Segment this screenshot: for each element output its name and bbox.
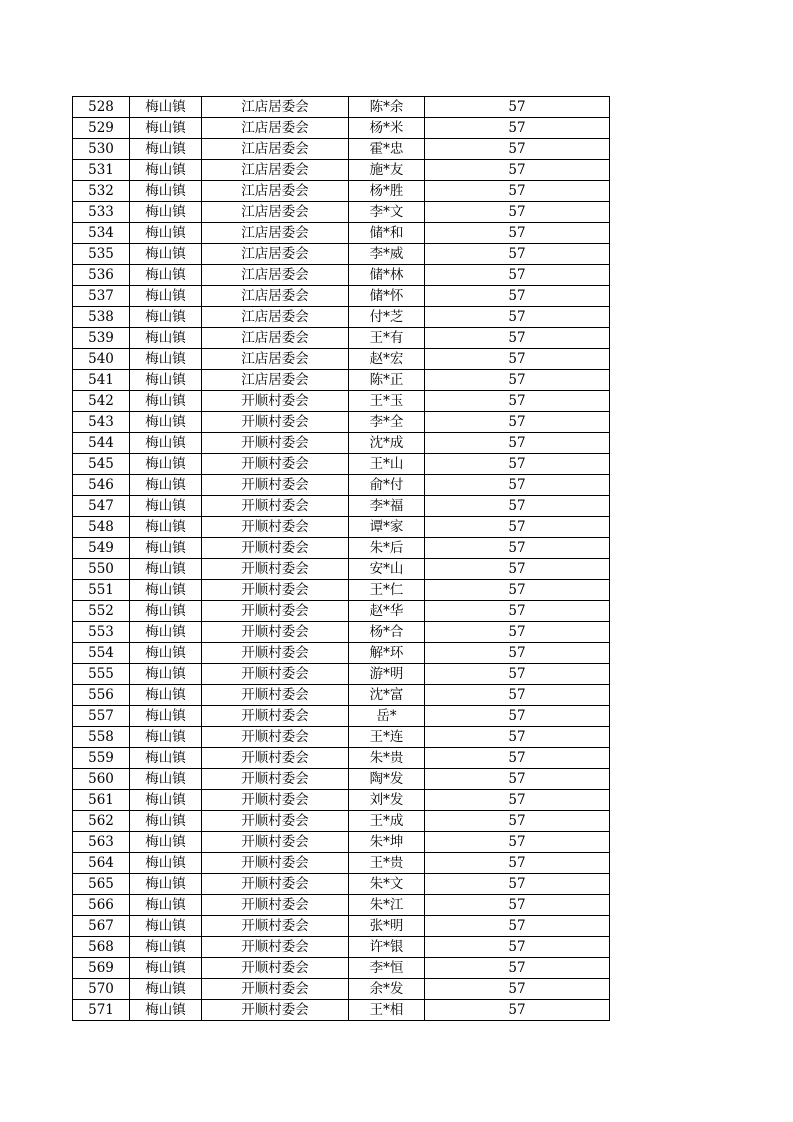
town-cell: 梅山镇 bbox=[130, 223, 202, 244]
row-number-cell: 565 bbox=[73, 874, 130, 895]
village-cell: 江店居委会 bbox=[202, 181, 349, 202]
row-number-cell: 562 bbox=[73, 811, 130, 832]
town-cell: 梅山镇 bbox=[130, 916, 202, 937]
village-cell: 开顺村委会 bbox=[202, 580, 349, 601]
row-number-cell: 545 bbox=[73, 454, 130, 475]
age-cell: 57 bbox=[425, 454, 610, 475]
town-cell: 梅山镇 bbox=[130, 286, 202, 307]
village-cell: 开顺村委会 bbox=[202, 622, 349, 643]
name-cell: 陈*余 bbox=[349, 97, 425, 118]
name-cell: 赵*宏 bbox=[349, 349, 425, 370]
town-cell: 梅山镇 bbox=[130, 664, 202, 685]
table-row bbox=[73, 181, 610, 202]
name-cell: 王*山 bbox=[349, 454, 425, 475]
age-cell: 57 bbox=[425, 727, 610, 748]
age-cell: 57 bbox=[425, 937, 610, 958]
town-cell: 梅山镇 bbox=[130, 580, 202, 601]
village-cell: 江店居委会 bbox=[202, 244, 349, 265]
town-cell: 梅山镇 bbox=[130, 895, 202, 916]
town-cell: 梅山镇 bbox=[130, 97, 202, 118]
age-cell: 57 bbox=[425, 328, 610, 349]
age-cell: 57 bbox=[425, 811, 610, 832]
age-cell: 57 bbox=[425, 580, 610, 601]
village-cell: 开顺村委会 bbox=[202, 790, 349, 811]
name-cell: 杨*胜 bbox=[349, 181, 425, 202]
town-cell: 梅山镇 bbox=[130, 559, 202, 580]
table-row bbox=[73, 412, 610, 433]
row-number-cell: 529 bbox=[73, 118, 130, 139]
row-number-cell: 569 bbox=[73, 958, 130, 979]
table-row bbox=[73, 391, 610, 412]
village-cell: 开顺村委会 bbox=[202, 727, 349, 748]
name-cell: 王*玉 bbox=[349, 391, 425, 412]
village-cell: 开顺村委会 bbox=[202, 874, 349, 895]
name-cell: 朱*后 bbox=[349, 538, 425, 559]
table-row bbox=[73, 349, 610, 370]
name-cell: 施*友 bbox=[349, 160, 425, 181]
table-body bbox=[73, 97, 610, 1021]
town-cell: 梅山镇 bbox=[130, 202, 202, 223]
name-cell: 付*芝 bbox=[349, 307, 425, 328]
age-cell: 57 bbox=[425, 475, 610, 496]
town-cell: 梅山镇 bbox=[130, 874, 202, 895]
row-number-cell: 546 bbox=[73, 475, 130, 496]
town-cell: 梅山镇 bbox=[130, 265, 202, 286]
name-cell: 张*明 bbox=[349, 916, 425, 937]
age-cell: 57 bbox=[425, 853, 610, 874]
row-number-cell: 550 bbox=[73, 559, 130, 580]
name-cell: 朱*坤 bbox=[349, 832, 425, 853]
town-cell: 梅山镇 bbox=[130, 370, 202, 391]
table-row bbox=[73, 580, 610, 601]
age-cell: 57 bbox=[425, 832, 610, 853]
age-cell: 57 bbox=[425, 685, 610, 706]
town-cell: 梅山镇 bbox=[130, 181, 202, 202]
town-cell: 梅山镇 bbox=[130, 727, 202, 748]
table-row bbox=[73, 559, 610, 580]
age-cell: 57 bbox=[425, 664, 610, 685]
age-cell: 57 bbox=[425, 916, 610, 937]
name-cell: 王*相 bbox=[349, 1000, 425, 1021]
table-row bbox=[73, 286, 610, 307]
town-cell: 梅山镇 bbox=[130, 685, 202, 706]
name-cell: 朱*贵 bbox=[349, 748, 425, 769]
town-cell: 梅山镇 bbox=[130, 958, 202, 979]
village-cell: 开顺村委会 bbox=[202, 958, 349, 979]
village-cell: 开顺村委会 bbox=[202, 517, 349, 538]
name-cell: 杨*米 bbox=[349, 118, 425, 139]
row-number-cell: 531 bbox=[73, 160, 130, 181]
name-cell: 李*全 bbox=[349, 412, 425, 433]
row-number-cell: 551 bbox=[73, 580, 130, 601]
name-cell: 李*恒 bbox=[349, 958, 425, 979]
table-row bbox=[73, 685, 610, 706]
table-row bbox=[73, 244, 610, 265]
name-cell: 陶*发 bbox=[349, 769, 425, 790]
name-cell: 霍*忠 bbox=[349, 139, 425, 160]
village-cell: 开顺村委会 bbox=[202, 706, 349, 727]
village-cell: 开顺村委会 bbox=[202, 937, 349, 958]
name-cell: 俞*付 bbox=[349, 475, 425, 496]
name-cell: 储*怀 bbox=[349, 286, 425, 307]
village-cell: 开顺村委会 bbox=[202, 853, 349, 874]
town-cell: 梅山镇 bbox=[130, 832, 202, 853]
town-cell: 梅山镇 bbox=[130, 979, 202, 1000]
age-cell: 57 bbox=[425, 979, 610, 1000]
age-cell: 57 bbox=[425, 748, 610, 769]
name-cell: 王*贵 bbox=[349, 853, 425, 874]
village-cell: 开顺村委会 bbox=[202, 1000, 349, 1021]
age-cell: 57 bbox=[425, 202, 610, 223]
town-cell: 梅山镇 bbox=[130, 307, 202, 328]
age-cell: 57 bbox=[425, 790, 610, 811]
town-cell: 梅山镇 bbox=[130, 412, 202, 433]
age-cell: 57 bbox=[425, 958, 610, 979]
table-row bbox=[73, 118, 610, 139]
age-cell: 57 bbox=[425, 286, 610, 307]
row-number-cell: 533 bbox=[73, 202, 130, 223]
town-cell: 梅山镇 bbox=[130, 118, 202, 139]
village-cell: 开顺村委会 bbox=[202, 979, 349, 1000]
name-cell: 谭*家 bbox=[349, 517, 425, 538]
age-cell: 57 bbox=[425, 643, 610, 664]
name-cell: 游*明 bbox=[349, 664, 425, 685]
name-cell: 岳* bbox=[349, 706, 425, 727]
row-number-cell: 547 bbox=[73, 496, 130, 517]
age-cell: 57 bbox=[425, 517, 610, 538]
village-cell: 江店居委会 bbox=[202, 349, 349, 370]
age-cell: 57 bbox=[425, 412, 610, 433]
name-cell: 储*和 bbox=[349, 223, 425, 244]
village-cell: 江店居委会 bbox=[202, 160, 349, 181]
row-number-cell: 566 bbox=[73, 895, 130, 916]
town-cell: 梅山镇 bbox=[130, 496, 202, 517]
table-row bbox=[73, 769, 610, 790]
table-row bbox=[73, 664, 610, 685]
row-number-cell: 549 bbox=[73, 538, 130, 559]
village-cell: 江店居委会 bbox=[202, 265, 349, 286]
name-cell: 杨*合 bbox=[349, 622, 425, 643]
town-cell: 梅山镇 bbox=[130, 328, 202, 349]
name-cell: 许*银 bbox=[349, 937, 425, 958]
name-cell: 赵*华 bbox=[349, 601, 425, 622]
town-cell: 梅山镇 bbox=[130, 517, 202, 538]
name-cell: 储*林 bbox=[349, 265, 425, 286]
table-row bbox=[73, 223, 610, 244]
town-cell: 梅山镇 bbox=[130, 160, 202, 181]
table-row bbox=[73, 874, 610, 895]
village-cell: 开顺村委会 bbox=[202, 475, 349, 496]
name-cell: 王*仁 bbox=[349, 580, 425, 601]
row-number-cell: 535 bbox=[73, 244, 130, 265]
age-cell: 57 bbox=[425, 874, 610, 895]
town-cell: 梅山镇 bbox=[130, 622, 202, 643]
age-cell: 57 bbox=[425, 349, 610, 370]
town-cell: 梅山镇 bbox=[130, 475, 202, 496]
town-cell: 梅山镇 bbox=[130, 769, 202, 790]
name-cell: 朱*文 bbox=[349, 874, 425, 895]
table-row bbox=[73, 517, 610, 538]
town-cell: 梅山镇 bbox=[130, 706, 202, 727]
age-cell: 57 bbox=[425, 538, 610, 559]
village-cell: 开顺村委会 bbox=[202, 601, 349, 622]
row-number-cell: 560 bbox=[73, 769, 130, 790]
village-cell: 开顺村委会 bbox=[202, 769, 349, 790]
row-number-cell: 528 bbox=[73, 97, 130, 118]
row-number-cell: 567 bbox=[73, 916, 130, 937]
table-row bbox=[73, 370, 610, 391]
age-cell: 57 bbox=[425, 391, 610, 412]
village-cell: 开顺村委会 bbox=[202, 433, 349, 454]
row-number-cell: 568 bbox=[73, 937, 130, 958]
town-cell: 梅山镇 bbox=[130, 643, 202, 664]
table-row bbox=[73, 748, 610, 769]
village-cell: 开顺村委会 bbox=[202, 538, 349, 559]
name-cell: 刘*发 bbox=[349, 790, 425, 811]
table-row bbox=[73, 853, 610, 874]
town-cell: 梅山镇 bbox=[130, 454, 202, 475]
row-number-cell: 539 bbox=[73, 328, 130, 349]
row-number-cell: 532 bbox=[73, 181, 130, 202]
table-row bbox=[73, 1000, 610, 1021]
table-row bbox=[73, 307, 610, 328]
row-number-cell: 552 bbox=[73, 601, 130, 622]
name-cell: 李*威 bbox=[349, 244, 425, 265]
name-cell: 王*有 bbox=[349, 328, 425, 349]
row-number-cell: 538 bbox=[73, 307, 130, 328]
age-cell: 57 bbox=[425, 265, 610, 286]
row-number-cell: 571 bbox=[73, 1000, 130, 1021]
village-cell: 江店居委会 bbox=[202, 118, 349, 139]
town-cell: 梅山镇 bbox=[130, 748, 202, 769]
age-cell: 57 bbox=[425, 97, 610, 118]
town-cell: 梅山镇 bbox=[130, 601, 202, 622]
age-cell: 57 bbox=[425, 160, 610, 181]
town-cell: 梅山镇 bbox=[130, 391, 202, 412]
row-number-cell: 537 bbox=[73, 286, 130, 307]
table-row bbox=[73, 958, 610, 979]
village-cell: 开顺村委会 bbox=[202, 412, 349, 433]
name-cell: 朱*江 bbox=[349, 895, 425, 916]
row-number-cell: 559 bbox=[73, 748, 130, 769]
table-row bbox=[73, 916, 610, 937]
name-cell: 安*山 bbox=[349, 559, 425, 580]
name-cell: 沈*成 bbox=[349, 433, 425, 454]
table-row bbox=[73, 265, 610, 286]
village-cell: 开顺村委会 bbox=[202, 685, 349, 706]
table-row bbox=[73, 895, 610, 916]
table-row bbox=[73, 706, 610, 727]
village-cell: 开顺村委会 bbox=[202, 811, 349, 832]
age-cell: 57 bbox=[425, 496, 610, 517]
age-cell: 57 bbox=[425, 118, 610, 139]
table-row bbox=[73, 475, 610, 496]
row-number-cell: 556 bbox=[73, 685, 130, 706]
town-cell: 梅山镇 bbox=[130, 433, 202, 454]
town-cell: 梅山镇 bbox=[130, 853, 202, 874]
name-cell: 陈*正 bbox=[349, 370, 425, 391]
table-row bbox=[73, 643, 610, 664]
village-cell: 江店居委会 bbox=[202, 223, 349, 244]
age-cell: 57 bbox=[425, 769, 610, 790]
table-row bbox=[73, 97, 610, 118]
village-cell: 开顺村委会 bbox=[202, 916, 349, 937]
town-cell: 梅山镇 bbox=[130, 937, 202, 958]
table-row bbox=[73, 727, 610, 748]
village-cell: 开顺村委会 bbox=[202, 664, 349, 685]
row-number-cell: 557 bbox=[73, 706, 130, 727]
village-cell: 开顺村委会 bbox=[202, 643, 349, 664]
age-cell: 57 bbox=[425, 433, 610, 454]
row-number-cell: 570 bbox=[73, 979, 130, 1000]
village-cell: 江店居委会 bbox=[202, 202, 349, 223]
table-row bbox=[73, 538, 610, 559]
age-cell: 57 bbox=[425, 223, 610, 244]
village-cell: 江店居委会 bbox=[202, 139, 349, 160]
table-row bbox=[73, 622, 610, 643]
row-number-cell: 530 bbox=[73, 139, 130, 160]
row-number-cell: 563 bbox=[73, 832, 130, 853]
row-number-cell: 542 bbox=[73, 391, 130, 412]
village-cell: 江店居委会 bbox=[202, 97, 349, 118]
village-cell: 江店居委会 bbox=[202, 328, 349, 349]
table-row bbox=[73, 454, 610, 475]
row-number-cell: 564 bbox=[73, 853, 130, 874]
age-cell: 57 bbox=[425, 307, 610, 328]
town-cell: 梅山镇 bbox=[130, 811, 202, 832]
town-cell: 梅山镇 bbox=[130, 538, 202, 559]
town-cell: 梅山镇 bbox=[130, 1000, 202, 1021]
village-cell: 江店居委会 bbox=[202, 370, 349, 391]
age-cell: 57 bbox=[425, 139, 610, 160]
village-cell: 江店居委会 bbox=[202, 307, 349, 328]
row-number-cell: 548 bbox=[73, 517, 130, 538]
table-row bbox=[73, 160, 610, 181]
name-cell: 王*连 bbox=[349, 727, 425, 748]
table-row bbox=[73, 811, 610, 832]
row-number-cell: 534 bbox=[73, 223, 130, 244]
town-cell: 梅山镇 bbox=[130, 139, 202, 160]
row-number-cell: 554 bbox=[73, 643, 130, 664]
name-cell: 李*福 bbox=[349, 496, 425, 517]
age-cell: 57 bbox=[425, 706, 610, 727]
town-cell: 梅山镇 bbox=[130, 790, 202, 811]
age-cell: 57 bbox=[425, 370, 610, 391]
row-number-cell: 553 bbox=[73, 622, 130, 643]
row-number-cell: 558 bbox=[73, 727, 130, 748]
town-cell: 梅山镇 bbox=[130, 244, 202, 265]
row-number-cell: 544 bbox=[73, 433, 130, 454]
name-cell: 解*环 bbox=[349, 643, 425, 664]
row-number-cell: 543 bbox=[73, 412, 130, 433]
table-row bbox=[73, 139, 610, 160]
name-cell: 王*成 bbox=[349, 811, 425, 832]
row-number-cell: 536 bbox=[73, 265, 130, 286]
village-cell: 开顺村委会 bbox=[202, 748, 349, 769]
age-cell: 57 bbox=[425, 601, 610, 622]
age-cell: 57 bbox=[425, 181, 610, 202]
table-row bbox=[73, 832, 610, 853]
age-cell: 57 bbox=[425, 559, 610, 580]
table-row bbox=[73, 328, 610, 349]
table-row bbox=[73, 790, 610, 811]
name-cell: 李*文 bbox=[349, 202, 425, 223]
village-cell: 开顺村委会 bbox=[202, 832, 349, 853]
age-cell: 57 bbox=[425, 1000, 610, 1021]
table-row bbox=[73, 937, 610, 958]
table-row bbox=[73, 202, 610, 223]
data-table bbox=[72, 96, 610, 1021]
village-cell: 开顺村委会 bbox=[202, 454, 349, 475]
table-row bbox=[73, 433, 610, 454]
row-number-cell: 561 bbox=[73, 790, 130, 811]
table-row bbox=[73, 979, 610, 1000]
village-cell: 江店居委会 bbox=[202, 286, 349, 307]
village-cell: 开顺村委会 bbox=[202, 496, 349, 517]
village-cell: 开顺村委会 bbox=[202, 895, 349, 916]
row-number-cell: 555 bbox=[73, 664, 130, 685]
village-cell: 开顺村委会 bbox=[202, 391, 349, 412]
village-cell: 开顺村委会 bbox=[202, 559, 349, 580]
name-cell: 沈*富 bbox=[349, 685, 425, 706]
name-cell: 余*发 bbox=[349, 979, 425, 1000]
age-cell: 57 bbox=[425, 895, 610, 916]
age-cell: 57 bbox=[425, 244, 610, 265]
table-row bbox=[73, 601, 610, 622]
row-number-cell: 541 bbox=[73, 370, 130, 391]
table-row bbox=[73, 496, 610, 517]
town-cell: 梅山镇 bbox=[130, 349, 202, 370]
age-cell: 57 bbox=[425, 622, 610, 643]
row-number-cell: 540 bbox=[73, 349, 130, 370]
